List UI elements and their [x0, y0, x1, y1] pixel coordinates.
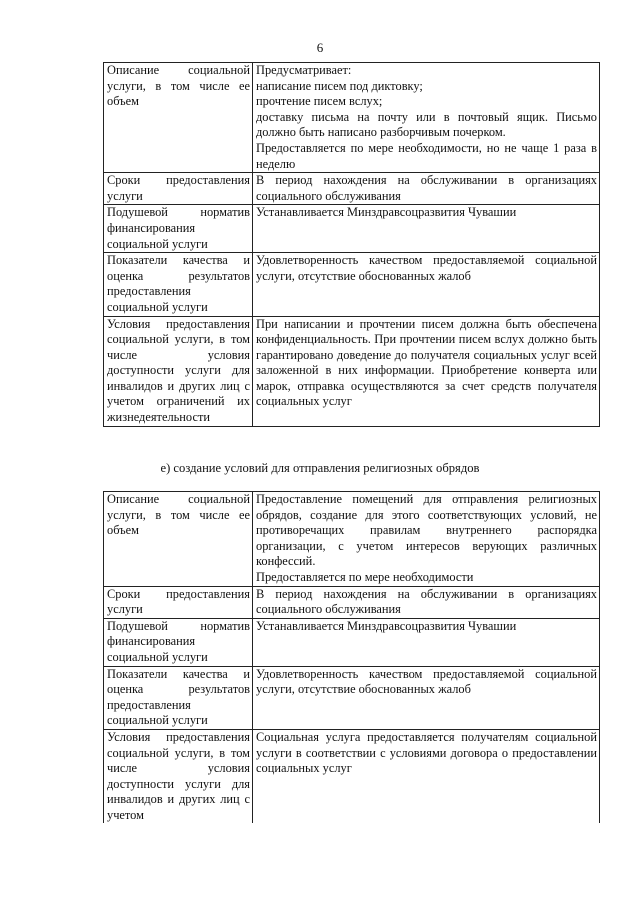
row-label: Условия предоставления социальной услуги, в том числе условия доступности услуги для инвалидов и других лиц с учетом: [104, 729, 253, 823]
table-row: [104, 618, 600, 666]
row-value: [253, 666, 600, 729]
row-label: Подушевой норматив финансирования социальной услуги: [104, 205, 253, 253]
row-label: Описание социальной услуги, в том числе ее объем: [104, 63, 253, 173]
value-line: Предусматривает:: [256, 63, 352, 77]
row-label: Описание социальной услуги, в том числе ее объем: [104, 492, 253, 587]
row-value: [253, 173, 600, 205]
value-line: Устанавливается Минздравсоцразвития Чувашии: [256, 618, 517, 633]
row-value: [253, 729, 600, 823]
table-row: [104, 253, 600, 316]
row-label: Сроки предоставления услуги: [104, 586, 253, 618]
row-value: [253, 316, 600, 426]
row-label: Показатели качества и оценка результатов предоставления социальной услуги: [104, 666, 253, 729]
value-line: При написании и прочтении писем должна быть обеспечена конфиденциальность. При прочтении писем вслух должно быть гарантировано доведение до получателя социальных услуг всей заложенной в них информации. Приобретение конверта или марок, отправка осуществляются за счет средств получателя социальных услуг: [256, 316, 597, 409]
value-line: Удовлетворенность качеством предоставляемой социальной услуги, отсутствие обоснованных жалоб: [256, 253, 597, 283]
value-line: Устанавливается Минздравсоцразвития Чувашии: [256, 205, 517, 220]
value-line: В период нахождения на обслуживании в организациях социального обслуживания: [256, 586, 597, 617]
row-value: [253, 253, 600, 316]
table-row: [104, 205, 600, 253]
value-line: доставку письма на почту или в почтовый ящик. Письмо должно быть написано разборчивым почерком.: [256, 109, 597, 140]
value-line: прочтение писем вслух;: [256, 94, 383, 109]
table-row: [104, 63, 600, 173]
table-row: [104, 586, 600, 618]
row-label: Сроки предоставления услуги: [104, 173, 253, 205]
value-line: Предоставляется по мере необходимости: [256, 569, 474, 584]
table-row: [104, 173, 600, 205]
row-value: [253, 618, 600, 666]
value-line: Социальная услуга предоставляется получателям социальной услуги в соответствии с условиями договора о предоставлении социальных услуг: [256, 729, 597, 776]
row-value: [253, 492, 600, 587]
row-label: Подушевой норматив финансирования социальной услуги: [104, 618, 253, 666]
row-label: Условия предоставления социальной услуги, в том числе условия доступности услуги для инвалидов и других лиц с учетом ограничений их жизнедеятельности: [104, 316, 253, 426]
row-label: Показатели качества и оценка результатов предоставления социальной услуги: [104, 253, 253, 316]
row-value: [253, 586, 600, 618]
value-line: В период нахождения на обслуживании в организациях социального обслуживания: [256, 173, 597, 203]
table-row: [104, 666, 600, 729]
table-row: [104, 316, 600, 426]
value-line: Удовлетворенность качеством предоставляемой социальной услуги, отсутствие обоснованных жалоб: [256, 666, 597, 697]
row-value: [253, 63, 600, 173]
section-title: е) создание условий для отправления религиозных обрядов: [160, 461, 480, 475]
value-line: Предоставление помещений для отправления религиозных обрядов, создание для этого соответствующих условий, не противоречащих правилам внутреннего распорядка организации, с учетом интересов верующих различных конфессий.: [256, 492, 597, 569]
service-table-letters: [103, 62, 600, 427]
row-value: [253, 205, 600, 253]
value-line: написание писем под диктовку;: [256, 78, 423, 93]
value-line: Предоставляется по мере необходимости, но не чаще 1 раза в неделю: [256, 140, 597, 171]
table-row: [104, 729, 600, 823]
page-number: 6: [316, 40, 324, 55]
service-table-religious: [103, 491, 600, 823]
table-row: [104, 492, 600, 587]
